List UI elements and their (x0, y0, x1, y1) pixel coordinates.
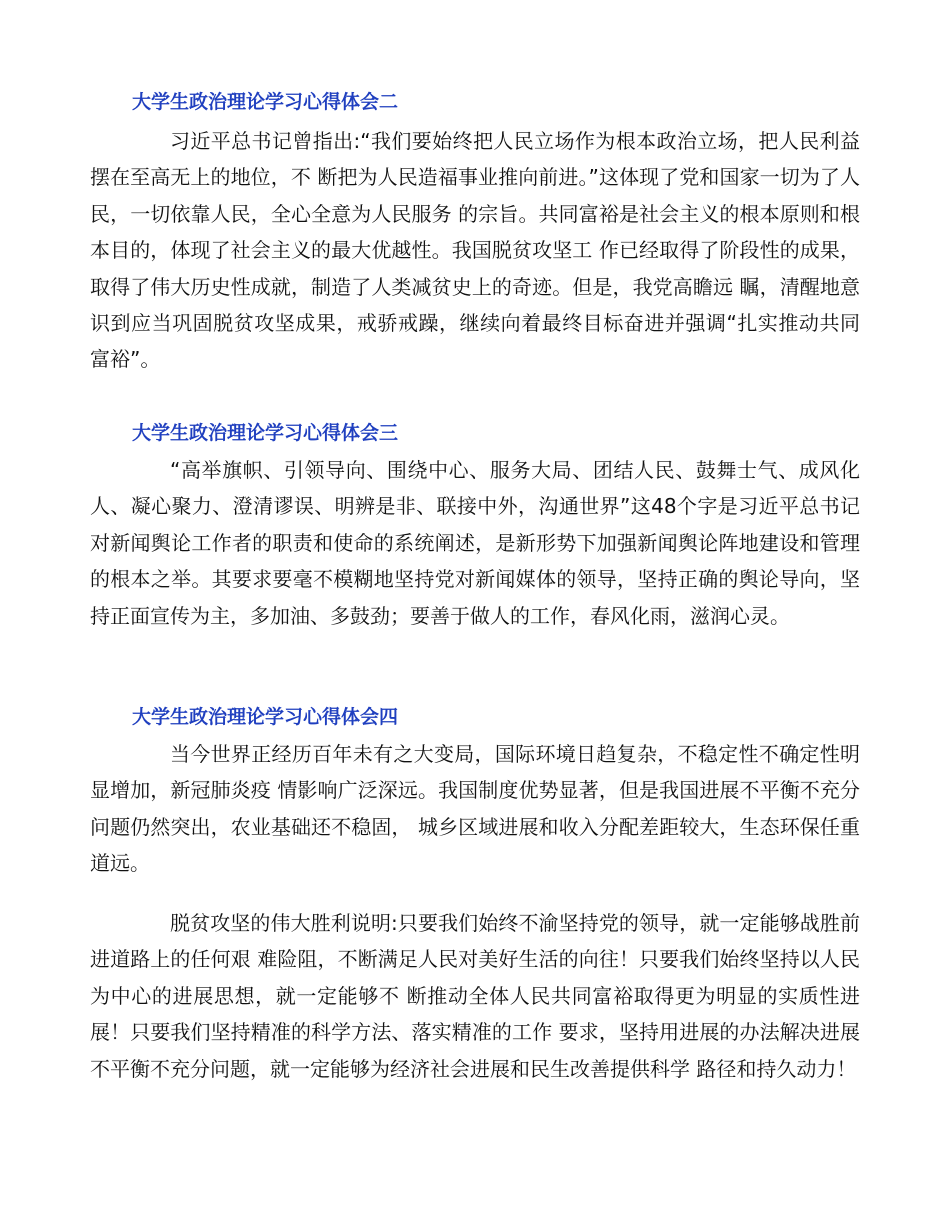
body-paragraph: 习近平总书记曾指出:“我们要始终把人民立场作为根本政治立场，把人民利益摆在至高无上的地位，不 断把为人民造福事业推向前进。”这体现了党和国家一切为了人民，一切依靠人民，全心全意为人民服务 的宗旨。共同富裕是社会主义的根本原则和根本目的，体现了社会主义的最大优越性。我国脱贫攻坚工 作已经取得了阶段性的成果，取得了伟大历史性成就，制造了人类减贫史上的奇迹。但是，我党高瞻远 瞩，清醒地意识到应当巩固脱贫攻坚成果，戒骄戒躁，继续向着最终目标奋进并强调“扎实推动共同富裕”。 (90, 129, 860, 372)
section-three (90, 420, 860, 634)
body-paragraph: 脱贫攻坚的伟大胜利说明:只要我们始终不渝坚持党的领导，就一定能够战胜前进道路上的任何艰 难险阻，不断满足人民对美好生活的向往！只要我们始终坚持以人民为中心的进展思想，就一定能够不 断推动全体人民共同富裕取得更为明显的实质性进展！只要我们坚持精准的科学方法、落实精准的工作 要求，坚持用进展的办法解决进展不平衡不充分问题，就一定能够为经济社会进展和民生改善提供科学 路径和持久动力！ (90, 911, 860, 1081)
section-two (90, 89, 860, 378)
section-heading: 大学生政治理论学习心得体会二 (132, 91, 399, 113)
section-four (90, 704, 860, 882)
body-paragraph: 当今世界正经历百年未有之大变局，国际环境日趋复杂，不稳定性不确定性明显增加，新冠肺炎疫 情影响广泛深远。我国制度优势显著，但是我国进展不平衡不充分问题仍然突出，农业基础还不稳固， 城乡区域进展和收入分配差距较大，生态环保任重道远。 (90, 742, 860, 876)
body-paragraph: “高举旗帜、引领导向、围绕中心、服务大局、团结人民、鼓舞士气、成风化人、凝心聚力、澄清谬误、明辨是非、联接中外，沟通世界”这48个字是习近平总书记对新闻舆论工作者的职责和使命的系统阐述，是新形势下加强新闻舆论阵地建设和管理的根本之举。其要求要毫不模糊地坚持党对新闻媒体的领导，坚持正确的舆论导向，坚持正面宣传为主，多加油、多鼓劲；要善于做人的工作，春风化雨，滋润心灵。 (90, 458, 860, 628)
section-four-continued (90, 905, 860, 1087)
section-heading: 大学生政治理论学习心得体会四 (132, 706, 399, 728)
section-heading: 大学生政治理论学习心得体会三 (132, 422, 399, 444)
